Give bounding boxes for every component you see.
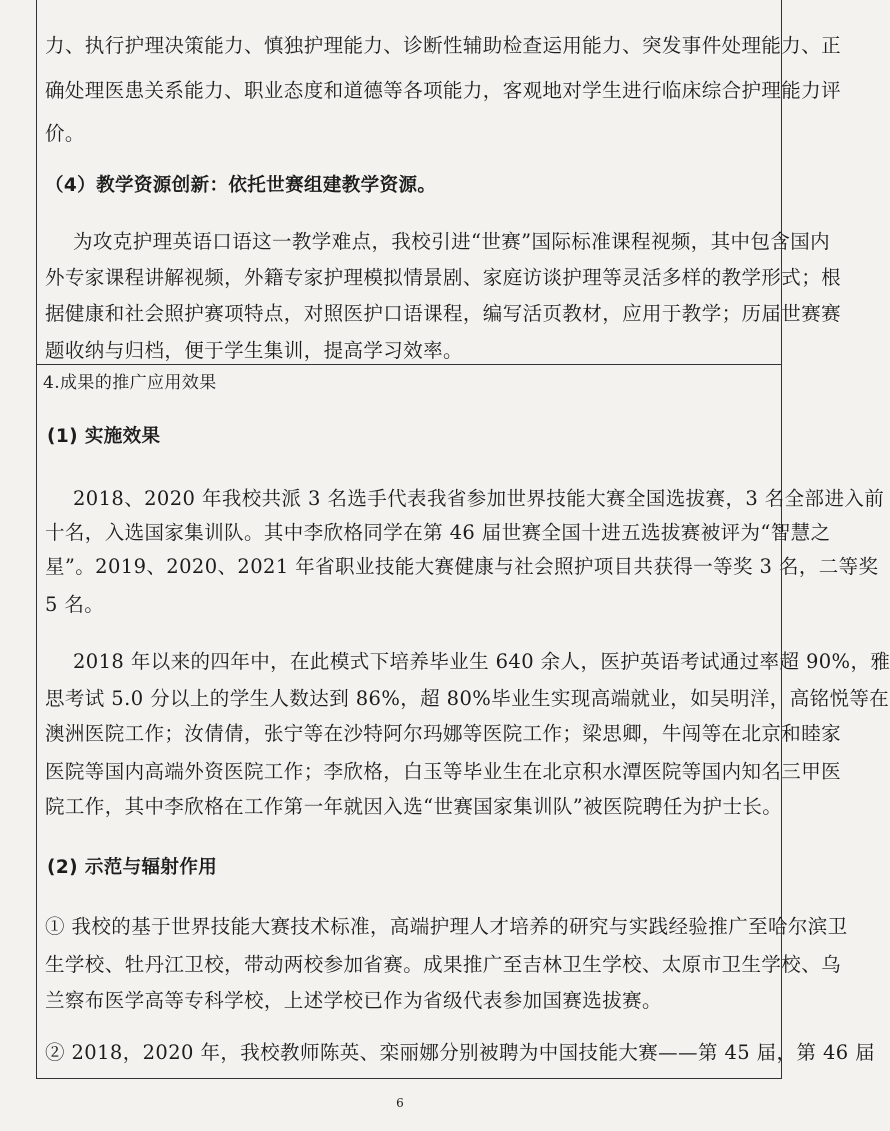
text-line: 兰察布医学高等专科学校，上述学校已作为省级代表参加国赛选拔赛。 — [45, 989, 662, 1012]
text-line: 星”。2019、2020、2021 年省职业技能大赛健康与社会照护项目共获得一等奖 3 名，二等奖 — [45, 555, 879, 578]
document-table — [36, 0, 890, 1079]
text-line: 力、执行护理决策能力、慎独护理能力、诊断性辅助检查运用能力、突发事件处理能力、正 — [45, 34, 842, 57]
text-line: 确处理医患关系能力、职业态度和道德等各项能力，客观地对学生进行临床综合护理能力评 — [45, 79, 842, 102]
text-line: 为攻克护理英语口语这一教学难点，我校引进“世赛”国际标准课程视频，其中包含国内 — [73, 230, 831, 253]
text-line: 思考试 5.0 分以上的学生人数达到 86%，超 80%毕业生实现高端就业，如吴明洋，高铭悦等在 — [45, 687, 890, 710]
text-line: ① 我校的基于世界技能大赛技术标准，高端护理人才培养的研究与实践经验推广至哈尔滨卫 — [45, 915, 848, 938]
section-heading: （4）教学资源创新：依托世赛组建教学资源。 — [45, 175, 437, 196]
page-number: 6 — [396, 1096, 404, 1110]
subsection-heading: (2) 示范与辐射作用 — [47, 857, 218, 878]
text-line: 据健康和社会照护赛项特点，对照医护口语课程，编写活页教材，应用于教学；历届世赛赛 — [45, 302, 842, 325]
text-line: 院工作，其中李欣格在工作第一年就因入选“世赛国家集训队”被医院聘任为护士长。 — [45, 795, 783, 818]
table-divider — [37, 364, 781, 365]
subsection-heading: (1) 实施效果 — [47, 426, 161, 447]
text-line: 题收纳与归档，便于学生集训，提高学习效率。 — [45, 339, 463, 362]
text-line: 澳洲医院工作；汝倩倩，张宁等在沙特阿尔玛娜等医院工作；梁思卿，牛闯等在北京和睦家 — [45, 722, 842, 745]
text-line: 医院等国内高端外资医院工作；李欣格，白玉等毕业生在北京积水潭医院等国内知名三甲医 — [45, 760, 842, 783]
text-line: 5 名。 — [45, 593, 105, 616]
text-line: 2018、2020 年我校共派 3 名选手代表我省参加世界技能大赛全国选拔赛，3 名全部进入前 — [73, 487, 885, 510]
text-line: 外专家课程讲解视频，外籍专家护理模拟情景剧、家庭访谈护理等灵活多样的教学形式；根 — [45, 266, 842, 289]
text-line: 价。 — [45, 122, 85, 145]
text-line: 2018 年以来的四年中，在此模式下培养毕业生 640 余人，医护英语考试通过率超 90%，雅 — [73, 650, 890, 673]
section-title: 4.成果的推广应用效果 — [43, 373, 217, 393]
text-line: ② 2018，2020 年，我校教师陈英、栾丽娜分别被聘为中国技能大赛——第 45 届，第 46 届 — [45, 1041, 876, 1064]
text-line: 生学校、牡丹江卫校，带动两校参加省赛。成果推广至吉林卫生学校、太原市卫生学校、乌 — [45, 953, 842, 976]
text-line: 十名，入选国家集训队。其中李欣格同学在第 46 届世赛全国十进五选拔赛被评为“智慧之 — [45, 521, 831, 544]
